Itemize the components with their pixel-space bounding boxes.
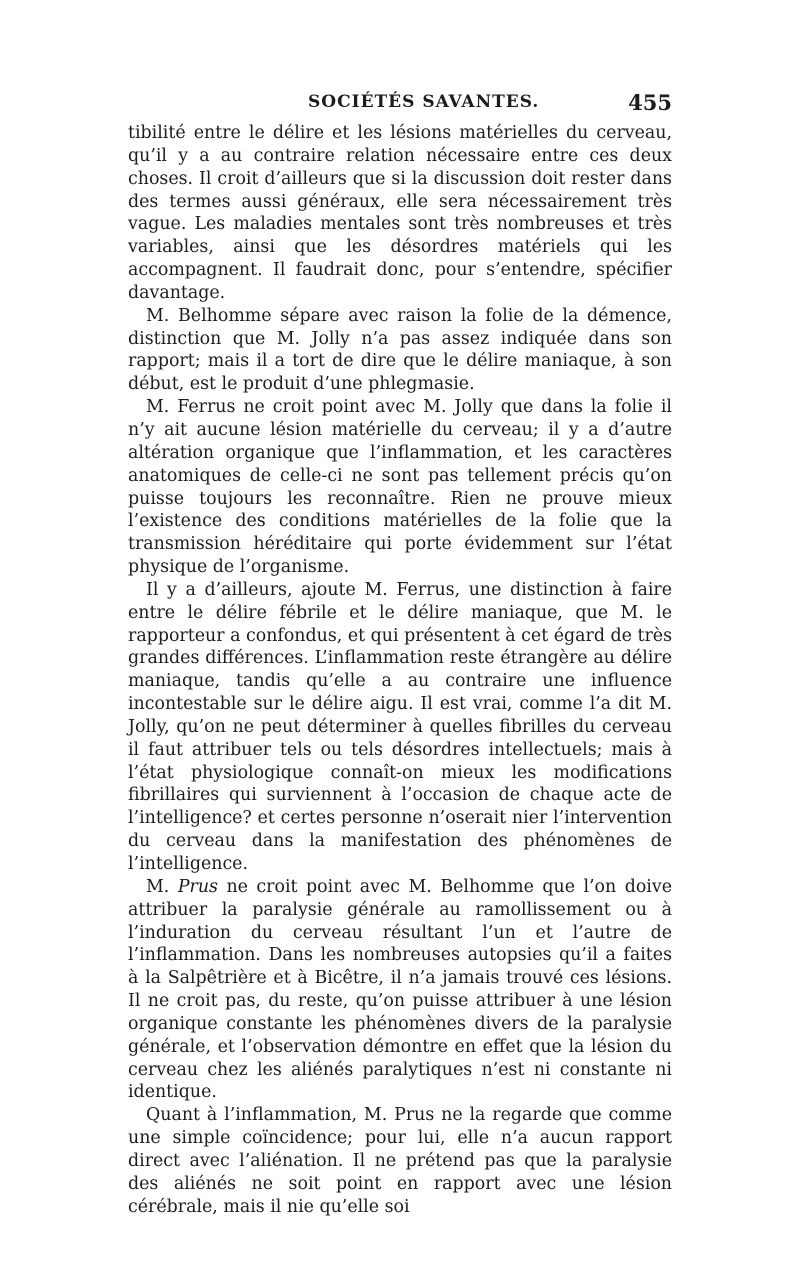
paragraph-belhomme: M. Belhomme sépare avec raison la folie de la démence, distinction que M. Jolly n’a pas assez indiquée dans son rapport; mais il a tort de dire que le délire maniaque, à son début, est le produit d’une phlegmasie. [128,305,672,395]
running-title: SOCIÉTÉS SAVANTES. [308,92,540,112]
running-head [128,92,672,122]
paragraph-prus-text: ne croit point avec M. Belhomme que l’on doive attribuer la paralysie générale au ramollissement ou à l’induration du cerveau résultant l’un et l’autre de l’inflammation. Dans les nombreuses autopsies qu’il a faites à la Salpêtrière et à Bicêtre, il n’a jamais trouvé ces lésions. Il ne croit pas, du reste, qu’on puisse attribuer à une lésion organique constante les phénomènes divers de la paralysie générale, et l’observation démontre en effet que la lésion du cerveau chez les aliénés paralytiques n’est ni constante ni identique. [128,876,672,1103]
paragraph-prus-lead: M. [146,876,178,897]
paragraph-inflammation: Quant à l’inflammation, M. Prus ne la regarde que comme une simple coïncidence; pour lui, elle n’a aucun rapport direct avec l’aliénation. Il ne prétend pas que la paralysie des aliénés ne soit point en rapport avec une lésion cérébrale, mais il nie qu’elle soi [128,1105,672,1217]
paragraph-prus [128,876,672,1104]
speaker-name-prus: Prus [177,876,218,897]
book-page [128,92,672,1219]
body-text [128,122,672,1219]
paragraph-continuation: tibilité entre le délire et les lésions matérielles du cerveau, qu’il y a au contraire relation nécessaire entre ces deux choses. Il croit d’ailleurs que si la discussion doit rester dans des termes aussi généraux, elle sera nécessairement très vague. Les maladies mentales sont très nombreuses et très variables, ainsi que les désordres matériels qui les accompagnent. Il faudrait donc, pour s’entendre, spécifier davantage. [128,123,672,303]
paragraph-ferrus: M. Ferrus ne croit point avec M. Jolly que dans la folie il n’y ait aucune lésion matérielle du cerveau; il y a d’autre altération organique que l’inflammation, et les caractères anatomiques de celle-ci ne sont pas tellement précis qu’on puisse toujours les reconnaître. Rien ne prouve mieux l’existence des conditions matérielles de la folie que la transmission héréditaire qui porte évidemment sur l’état physique de l’organisme. [128,397,672,578]
page-number: 455 [628,90,672,115]
paragraph-ferrus-distinction: Il y a d’ailleurs, ajoute M. Ferrus, une distinction à faire entre le délire fébrile et le délire maniaque, que M. le rapporteur a confondus, et qui présentent à cet égard de très grandes différences. L’inflammation reste étrangère au délire maniaque, tandis qu’elle a au contraire une influence incontestable sur le délire aigu. Il est vrai, comme l’a dit M. Jolly, qu’on ne peut déterminer à quelles fibrilles du cerveau il faut attribuer tels ou tels désordres intellectuels; mais à l’état physiologique connaît-on mieux les modifications fibrillaires qui surviennent à l’occasion de chaque acte de l’intelligence? et certes personne n’oserait nier l’intervention du cerveau dans la manifestation des phénomènes de l’intelligence. [128,579,672,874]
